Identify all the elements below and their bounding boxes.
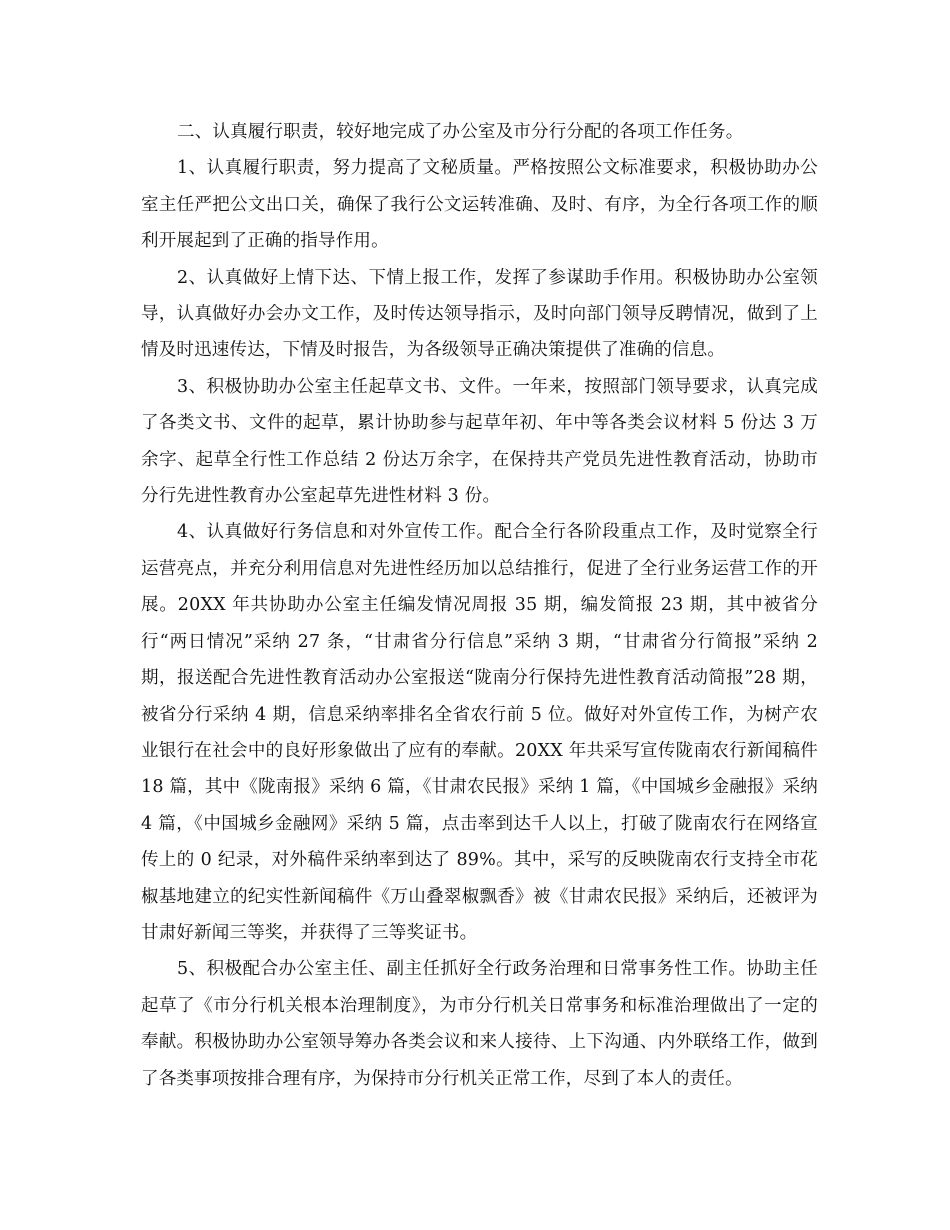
paragraph-document-quality: 1、认真履行职责，努力提高了文秘质量。严格按照公文标准要求，积极协助办公室主任严把公文出口关，确保了我行公文运转准确、及时、有序，为全行各项工作的顺利开展起到了正确的指导作用。: [141, 158, 818, 252]
section-heading: 二、认真履行职责，较好地完成了办公室及市分行分配的各项工作任务。: [177, 122, 744, 142]
paragraph-information-relay: 2、认真做好上情下达、下情上报工作，发挥了参谋助手作用。积极协助办公室领导，认真做好办会办文工作，及时传达领导指示，及时向部门领导反聘情况，做到了上情及时迅速传达，下情及时报告，为各级领导正确决策提供了准确的信息。: [141, 267, 818, 361]
paragraph-administration: 5、积极配合办公室主任、副主任抓好全行政务治理和日常事务性工作。协助主任起草了《市分行机关根本治理制度》，为市分行机关日常事务和标准治理做出了一定的奉献。积极协助办公室领导筹办各类会议和来人接待、上下沟通、内外联络工作，做到了各类事项按排合理有序，为保持市分行机关正常工作，尽到了本人的责任。: [141, 959, 818, 1089]
paragraph-drafting: 3、积极协助办公室主任起草文书、文件。一年来，按照部门领导要求，认真完成了各类文书、文件的起草，累计协助参与起草年初、年中等各类会议材料 5 份达 3 万余字、起草全行性工作总结 2 份达万余字，在保持共产党员先进性教育活动，协助市分行先进性教育办公室起草先进性材料 3 份。: [141, 376, 818, 507]
paragraph-publicity: 4、认真做好行务信息和对外宣传工作。配合全行各阶段重点工作，及时觉察全行运营亮点，并充分利用信息对先进性经历加以总结推行，促进了全行业务运营工作的开展。20XX 年共协助办公室主任编发情况周报 35 期，编发简报 23 期，其中被省分行“两日情况”采纳 27 条，“甘肃省分行信息”采纳 3 期，“甘肃省分行简报”采纳 2 期，报送配合先进性教育活动办公室报送“陇南分行保持先进性教育活动简报”28 期，被省分行采纳 4 期，信息采纳率排名全省农行前 5 位。做好对外宣传工作，为树产农业银行在社会中的良好形象做出了应有的奉献。20XX 年共采写宣传陇南农行新闻稿件 18 篇，其中《陇南报》采纳 6 篇，《甘肃农民报》采纳 1 篇，《中国城乡金融报》采纳 4 篇，《中国城乡金融网》采纳 5 篇，点击率到达千人以上，打破了陇南农行在网络宣传上的 0 纪录，对外稿件采纳率到达了 89%。其中，采写的反映陇南农行支持全市花椒基地建立的纪实性新闻稿件《万山叠翠椒飘香》被《甘肃农民报》采纳后，还被评为甘肃好新闻三等奖，并获得了三等奖证书。: [141, 522, 818, 943]
